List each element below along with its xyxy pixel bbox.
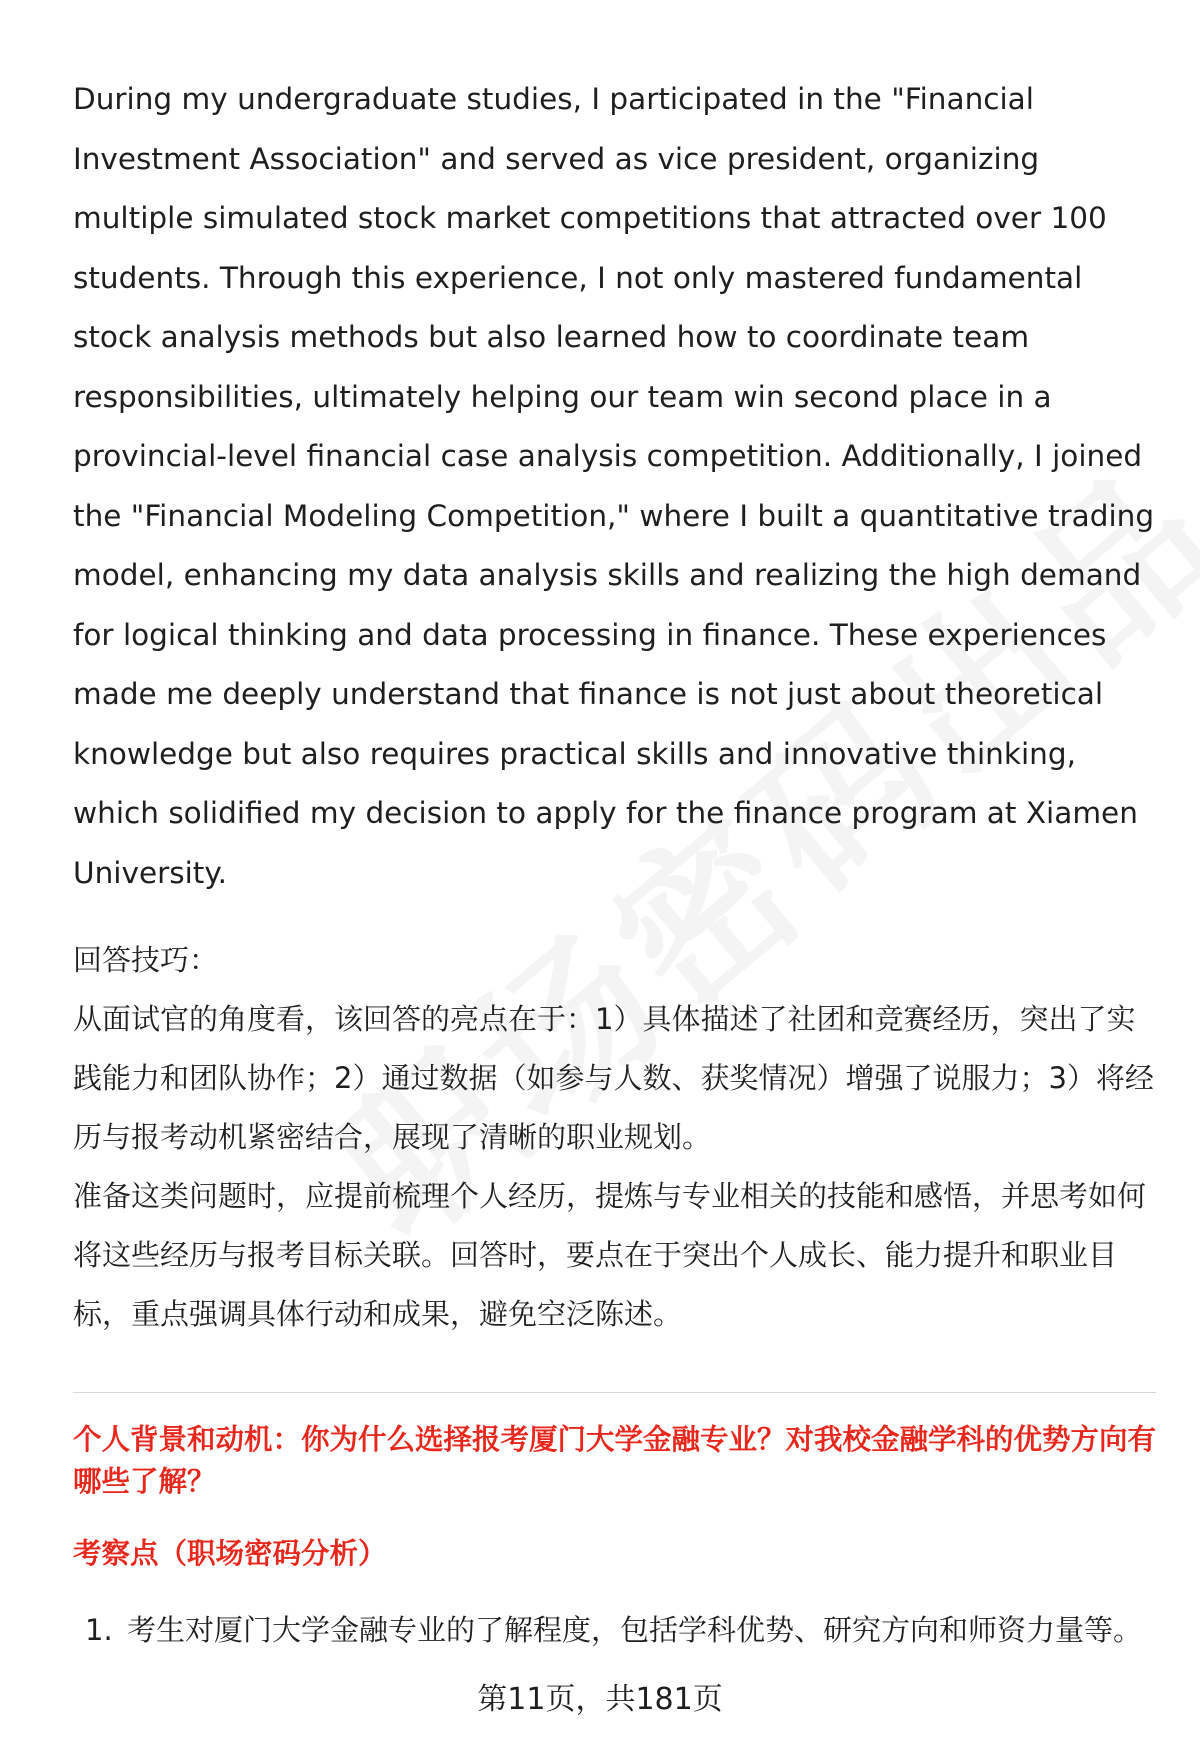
section-divider: [73, 1392, 1156, 1393]
assessment-points-list: [73, 1601, 1163, 1660]
question-heading: 个人背景和动机：你为什么选择报考厦门大学金融专业？对我校金融学科的优势方向有哪些了解？: [73, 1423, 1157, 1498]
list-item-text: 考生对厦门大学金融专业的了解程度，包括学科优势、研究方向和师资力量等。: [127, 1613, 1143, 1647]
page-footer: 第11页，共181页: [477, 1682, 723, 1717]
tips-paragraph-2: 准备这类问题时，应提前梳理个人经历，提炼与专业相关的技能和感悟，并思考如何将这些经历与报考目标关联。回答时，要点在于突出个人成长、能力提升和职业目标，重点强调具体行动和成果，避免空泛陈述。: [73, 1179, 1147, 1331]
tips-label: 回答技巧：: [73, 943, 219, 977]
tips-paragraph-1: 从面试官的角度看，该回答的亮点在于：1）具体描述了社团和竞赛经历，突出了实践能力和团队协作；2）通过数据（如参与人数、获奖情况）增强了说服力；3）将经历与报考动机紧密结合，展现了清晰的职业规划。: [73, 1002, 1154, 1154]
answer-paragraph: During my undergraduate studies, I participated in the "Financial Investment Association" and served as vice president, organizing multiple simulated stock market competitions that attracted over 100 students. Through this experience, I not only mastered fundamental stock analysis methods but also learned how to coordinate team responsibilities, ultimately helping our team win second place in a provincial-level financial case analysis competition. Additionally, I joined the "Financial Modeling Competition," where I built a quantitative trading model, enhancing my data analysis skills and realizing the high demand for logical thinking and data processing in finance. These experiences made me deeply understand that finance is not just about theoretical knowledge but also requires practical skills and innovative thinking, which solidified my decision to apply for the finance program at Xiamen University.: [73, 82, 1155, 890]
list-item-number: 1.: [85, 1613, 113, 1647]
answer-tips: [73, 931, 1163, 1344]
list-item: [73, 1601, 1163, 1660]
assessment-points-heading: 考察点（职场密码分析）: [73, 1537, 387, 1570]
page-content: [73, 70, 1163, 1660]
